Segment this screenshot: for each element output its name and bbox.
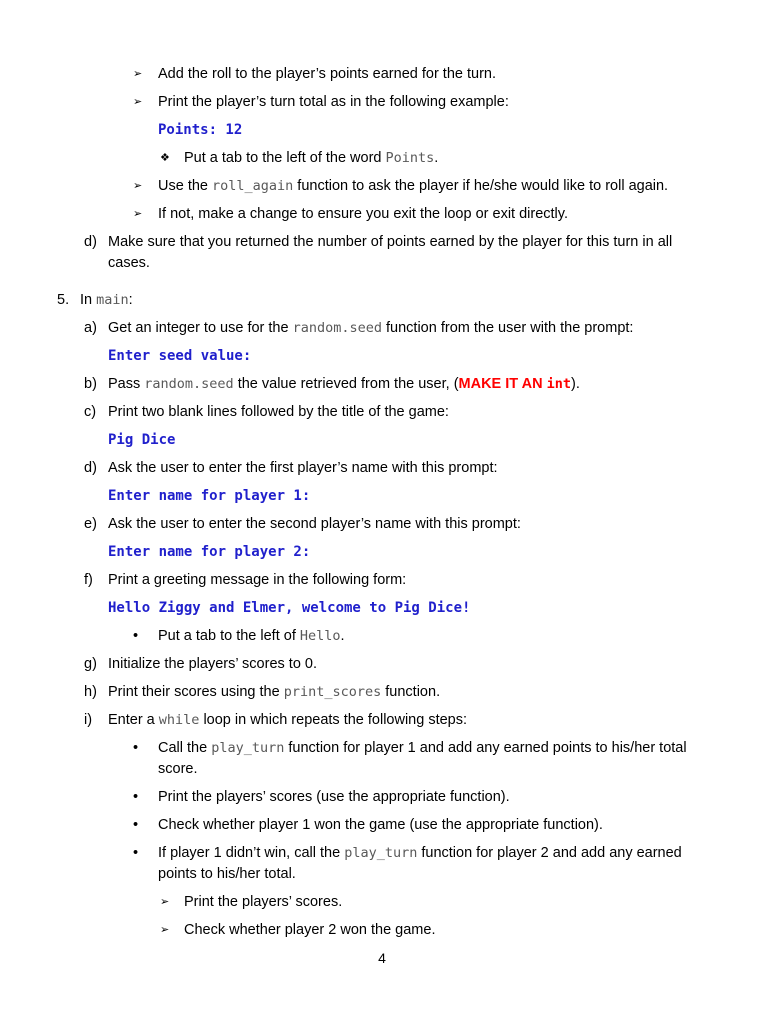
line-text [108, 320, 633, 336]
line-text [108, 376, 580, 392]
body-text: If not, make a change to ensure you exit the loop or exit directly. [158, 206, 568, 222]
inline-code: Points [385, 150, 435, 166]
arrow-marker-icon: ➢ [133, 68, 143, 80]
line-text [158, 817, 603, 833]
doc-line [0, 542, 764, 563]
body-text: function to ask the player if he/she would like to roll again. [293, 178, 669, 194]
list-label: i) [84, 712, 93, 728]
body-text: Print a greeting message in the following form: [108, 572, 407, 588]
bullet-marker-icon: • [133, 845, 139, 861]
line-text [158, 740, 687, 777]
line-text [108, 544, 310, 560]
doc-line [0, 843, 764, 885]
inline-code: play_turn [211, 740, 285, 756]
doc-line [0, 682, 764, 703]
inline-code: while [158, 712, 200, 728]
doc-line [0, 148, 764, 169]
body-text: Use the [158, 178, 212, 194]
inline-code: print_scores [283, 684, 382, 700]
arrow-marker-icon: ➢ [133, 208, 143, 220]
document-lines [0, 64, 764, 948]
doc-line [0, 204, 764, 225]
body-text: function for player 2 and add any earned points to his/her total. [158, 845, 682, 882]
doc-line [0, 402, 764, 423]
line-text [184, 894, 342, 910]
doc-line [0, 346, 764, 367]
body-text: Ask the user to enter the second player’s name with this prompt: [108, 516, 521, 532]
body-text: Print two blank lines followed by the title of the game: [108, 404, 449, 420]
doc-line [0, 120, 764, 141]
body-text: Print the players’ scores (use the appropriate function). [158, 789, 510, 805]
line-text [158, 122, 242, 138]
list-label: g) [84, 656, 97, 672]
body-text: Make sure that you returned the number of points earned by the player for this turn in all cases. [108, 234, 673, 271]
body-text: Print the player’s turn total as in the following example: [158, 94, 509, 110]
arrow-marker-icon: ➢ [133, 96, 143, 108]
doc-line [0, 787, 764, 808]
list-label: f) [84, 572, 93, 588]
doc-line [0, 176, 764, 197]
list-label: b) [84, 376, 97, 392]
line-text [108, 600, 470, 616]
line-text [158, 789, 510, 805]
body-text: Pass [108, 376, 145, 392]
line-text [108, 684, 440, 700]
line-text [80, 292, 133, 308]
doc-line [0, 430, 764, 451]
list-label: c) [84, 404, 97, 420]
prompt-code: Hello Ziggy and Elmer, welcome to Pig Dice! [108, 600, 471, 616]
doc-line [0, 374, 764, 395]
arrow-marker-icon: ➢ [160, 924, 170, 936]
prompt-code: Points: 12 [158, 122, 243, 138]
body-text: Call the [158, 740, 212, 756]
diamond-marker-icon: ❖ [160, 152, 170, 164]
line-text [158, 178, 668, 194]
doc-line [0, 570, 764, 591]
doc-line [0, 486, 764, 507]
body-text: Check whether player 1 won the game (use the appropriate function). [158, 817, 603, 833]
doc-line [0, 738, 764, 780]
bullet-marker-icon: • [133, 789, 139, 805]
body-text: function for player 1 and add any earned points to his/her total score. [158, 740, 687, 777]
body-text: Get an integer to use for the [108, 320, 293, 336]
bullet-marker-icon: • [133, 817, 139, 833]
body-text: Check whether player 2 won the game. [184, 922, 436, 938]
doc-line [0, 598, 764, 619]
doc-line [0, 626, 764, 647]
prompt-code: Enter name for player 2: [108, 544, 311, 560]
line-text [108, 460, 498, 476]
bullet-marker-icon: • [133, 740, 139, 756]
body-text: In [80, 292, 97, 308]
inline-code: random.seed [144, 376, 234, 392]
inline-code: play_turn [344, 845, 418, 861]
line-text [108, 348, 251, 364]
arrow-marker-icon: ➢ [133, 180, 143, 192]
body-text: Print their scores using the [108, 684, 284, 700]
doc-line [0, 290, 764, 311]
body-text: Initialize the players’ scores to 0. [108, 656, 318, 672]
doc-line [0, 514, 764, 535]
arrow-marker-icon: ➢ [160, 896, 170, 908]
list-label: a) [84, 320, 97, 336]
body-text: ). [571, 376, 580, 392]
list-label: e) [84, 516, 97, 532]
body-text: Add the roll to the player’s points earned for the turn. [158, 66, 497, 82]
line-text [158, 206, 568, 222]
body-text: Ask the user to enter the first player’s name with this prompt: [108, 460, 498, 476]
line-text [158, 628, 345, 644]
line-text [184, 150, 438, 166]
body-text: Print the players’ scores. [184, 894, 343, 910]
line-text [108, 432, 175, 448]
line-text [158, 66, 496, 82]
prompt-code: Enter seed value: [108, 348, 252, 364]
body-text: Enter a [108, 712, 159, 728]
doc-line [0, 232, 764, 274]
body-text: loop in which repeats the following steps: [199, 712, 468, 728]
doc-line [0, 64, 764, 85]
body-text: function. [381, 684, 441, 700]
doc-line [0, 92, 764, 113]
inline-code: main [96, 292, 129, 308]
list-label: d) [84, 234, 97, 250]
bullet-marker-icon: • [133, 628, 139, 644]
list-label: h) [84, 684, 97, 700]
body-text: Put a tab to the left of [158, 628, 300, 644]
warning-code: int [546, 376, 571, 392]
line-text [108, 712, 467, 728]
list-label: d) [84, 460, 97, 476]
inline-code: random.seed [292, 320, 382, 336]
prompt-code: Pig Dice [108, 432, 176, 448]
body-text: : [128, 292, 133, 308]
doc-line [0, 920, 764, 941]
body-text: function from the user with the prompt: [382, 320, 634, 336]
line-text [158, 845, 682, 882]
body-text: Put a tab to the left of the word [184, 150, 386, 166]
doc-line [0, 815, 764, 836]
body-text: If player 1 didn’t win, call the [158, 845, 345, 861]
line-text [108, 404, 449, 420]
line-text [108, 656, 317, 672]
line-text [108, 234, 672, 271]
warning-text: MAKE IT AN [458, 376, 547, 392]
body-text: . [340, 628, 345, 644]
inline-code: roll_again [212, 178, 294, 194]
doc-line [0, 892, 764, 913]
doc-line [0, 710, 764, 731]
line-text [108, 516, 521, 532]
prompt-code: Enter name for player 1: [108, 488, 311, 504]
inline-code: Hello [299, 628, 341, 644]
body-text: the value retrieved from the user, ( [233, 376, 459, 392]
line-text [184, 922, 435, 938]
doc-line [0, 458, 764, 479]
line-text [108, 488, 310, 504]
doc-line [0, 318, 764, 339]
line-text [108, 572, 406, 588]
doc-line [0, 654, 764, 675]
page-number: 4 [378, 950, 386, 966]
body-text: . [434, 150, 439, 166]
line-text [158, 94, 509, 110]
list-label: 5. [57, 292, 70, 308]
